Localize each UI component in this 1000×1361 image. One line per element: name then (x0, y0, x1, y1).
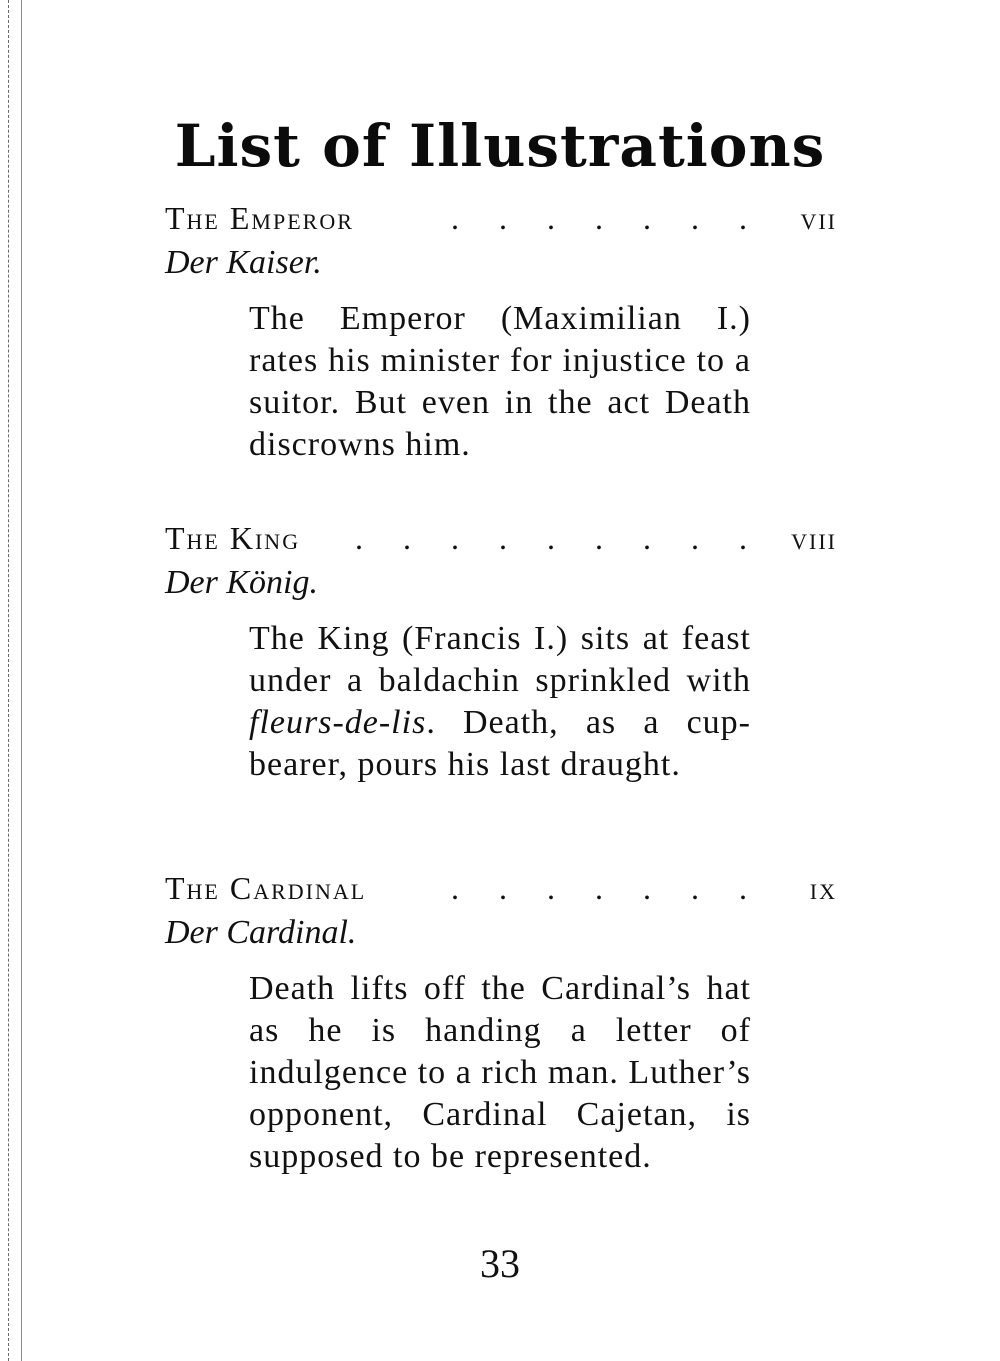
description-italic: fleurs-de-lis (249, 704, 427, 741)
description-text: . Death, as a cup-bearer, pours his last draught. (249, 704, 751, 783)
page-title: List of Illustrations (174, 112, 826, 180)
plate-number: viii (791, 520, 837, 556)
gutter-line (8, 0, 9, 1361)
german-title: Der Cardinal. (165, 914, 357, 951)
entry-heading (165, 520, 837, 564)
illustration-entry (165, 200, 837, 466)
plate-number: vii (800, 200, 837, 236)
illustration-entry (165, 870, 837, 1178)
leader-dots: . . . . . . . . . (355, 520, 763, 556)
entry-title: The Cardinal (165, 870, 374, 907)
gutter-line (21, 0, 22, 1361)
description-text: The King (Francis I.) sits at feast under a baldachin sprinkled with (249, 620, 751, 699)
german-title: Der Kaiser. (165, 244, 322, 281)
entry-description: The Emperor (Maximilian I.) rates his minister for injustice to a suitor. But even in the act Death discrowns him. (249, 300, 751, 463)
entry-heading (165, 870, 837, 914)
german-title: Der König. (165, 564, 318, 601)
entry-description (249, 618, 751, 786)
page-number: 33 (480, 1241, 520, 1286)
illustration-entry (165, 520, 837, 786)
binding-gutter (0, 0, 40, 1361)
entry-description: Death lifts off the Cardinal’s hat as he is handing a letter of indulgence to a rich man. Luther’s opponent, Cardinal Cajetan, is supposed to be represented. (249, 970, 751, 1175)
entry-title: The Emperor (165, 200, 362, 237)
entry-heading (165, 200, 837, 244)
entry-title: The King (165, 520, 308, 557)
plate-number: ix (809, 870, 837, 906)
leader-dots: . . . . . . . (451, 870, 763, 906)
leader-dots: . . . . . . . (451, 200, 763, 236)
